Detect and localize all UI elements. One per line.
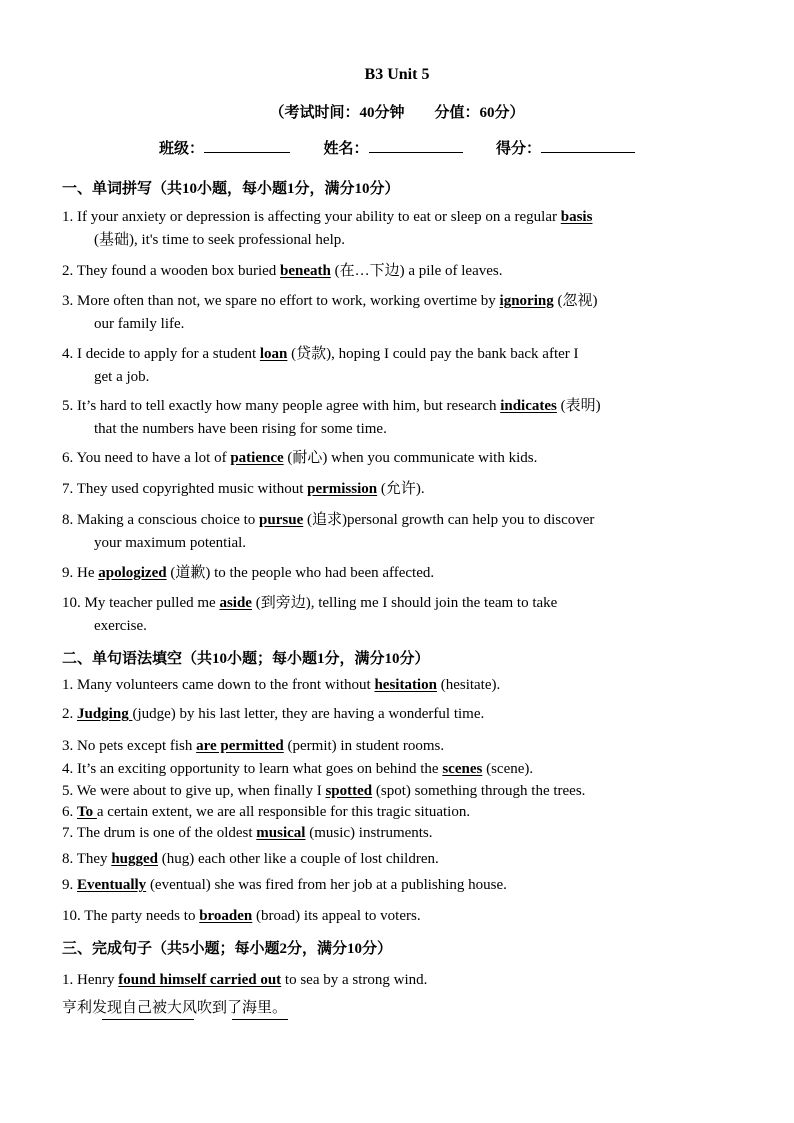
student-info-line [0,137,794,158]
s2-question-6: 6. To a certain extent, we are all responsible for this tragic situation. [62,804,471,820]
exam-time-score: （考试时间：40分钟 分值：60分） [269,105,525,121]
s2-question-7: 7. The drum is one of the oldest musical (music) instruments. [62,825,433,841]
class-blank [204,138,290,153]
s1-question-7: 7. They used copyrighted music without permission (允许). [62,481,425,497]
answer: patience [230,450,284,466]
class-label: 班级： [158,141,204,157]
name-label: 姓名： [323,141,369,157]
answer: broaden [199,908,253,924]
answer: hesitation [374,677,437,693]
s3-question-1: 1. Henry found himself carried out to sea by a strong wind. [62,972,428,988]
s1-question-5: 5. It’s hard to tell exactly how many people agree with him, but research indicates (表明) that the numbers have been rising for some time. [62,398,601,437]
score-blank [541,138,635,153]
answer: Eventually [77,877,147,893]
s1-question-10: 10. My teacher pulled me aside (到旁边), telling me I should join the team to take exercise. [62,595,558,634]
answer: To [77,804,97,820]
chinese-underline-1 [102,1019,194,1020]
s1-question-2: 2. They found a wooden box buried beneath (在…下边) a pile of leaves. [62,263,503,279]
s1-question-1: 1. If your anxiety or depression is affecting your ability to eat or sleep on a regular basis (基础), it's time to seek professional help. [62,209,593,248]
answer: indicates [500,398,557,414]
s1-question-6: 6. You need to have a lot of patience (耐心) when you communicate with kids. [62,450,538,466]
s2-question-4: 4. It’s an exciting opportunity to learn what goes on behind the scenes (scene). [62,761,534,777]
section1-heading: 一、单词拼写（共10小题，每小题1分，满分10分） [62,181,400,197]
s2-question-9: 9. Eventually (eventual) she was fired from her job at a publishing house. [62,877,507,893]
chinese-underline-2 [232,1019,288,1020]
answer: loan [259,346,288,362]
s1-question-8: 8. Making a conscious choice to pursue (追求)personal growth can help you to discover your maximum potential. [62,512,595,551]
s1-question-3: 3. More often than not, we spare no effort to work, working overtime by ignoring (忽视) our family life. [62,293,598,332]
s2-question-5: 5. We were about to give up, when finally I spotted (spot) something through the trees. [62,783,586,799]
answer: spotted [325,783,373,799]
s2-question-8: 8. They hugged (hug) each other like a couple of lost children. [62,851,439,867]
answer: ignoring [499,293,554,309]
section3-heading: 三、完成句子（共5小题；每小题2分，满分10分） [62,941,393,957]
answer: Judging [77,706,133,722]
s1-question-4: 4. I decide to apply for a student loan (贷款), hoping I could pay the bank back after I get a job. [62,346,579,385]
answer: scenes [442,761,483,777]
s3-question-1-chinese: 亨利发现自己被大风吹到了海里。 [62,998,288,1016]
s2-question-10: 10. The party needs to broaden (broad) its appeal to voters. [62,908,421,924]
answer: musical [256,825,306,841]
answer: are permitted [196,738,284,754]
s1-question-9: 9. He apologized (道歉) to the people who had been affected. [62,565,435,581]
name-blank [369,138,463,153]
answer: basis [560,209,593,225]
score-label: 得分： [496,141,542,157]
page-title: B3 Unit 5 [364,66,430,83]
s2-question-3: 3. No pets except fish are permitted (permit) in student rooms. [62,738,445,754]
answer: pursue [259,512,304,528]
s2-question-1: 1. Many volunteers came down to the front without hesitation (hesitate). [62,677,501,693]
answer: beneath [280,263,331,279]
answer: found himself carried out [118,972,282,988]
answer: permission [307,481,378,497]
section2-heading: 二、单句语法填空（共10小题；每小题1分，满分10分） [62,651,430,667]
answer: apologized [98,565,167,581]
s2-question-2: 2. Judging (judge) by his last letter, they are having a wonderful time. [62,706,485,722]
answer: hugged [111,851,158,867]
answer: aside [219,595,252,611]
